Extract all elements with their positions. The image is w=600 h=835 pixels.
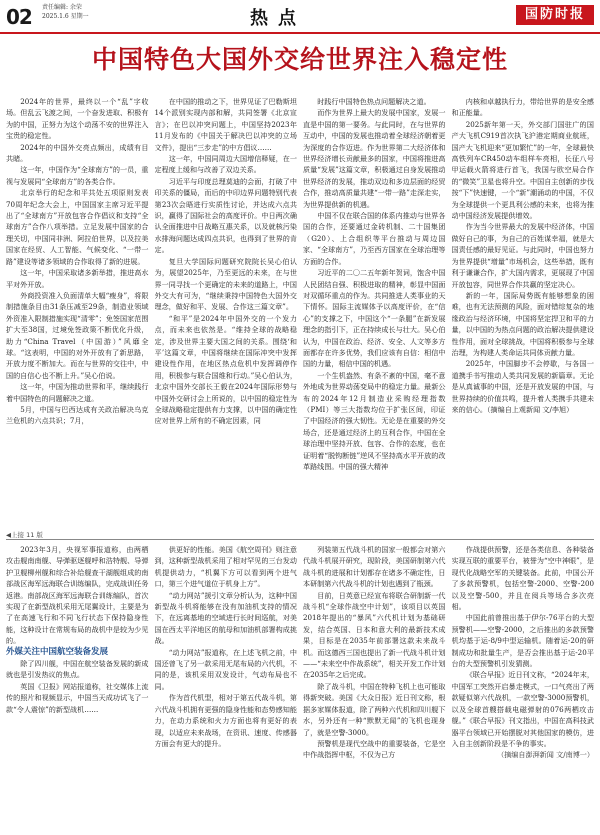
- paragraph: 习近平的二〇二五年新年贺词，饱含中国人民团结自强、积极进取的精神，彰显中国面对双循环重点的作为。共同推进人类事业的天下情怀。国际主流媒体予以高度评价，在“信心”的支撑之下，中国这个“一条腿”在新发展理念的指引下，正在持续成长与壮大。吴心伯认为，中国在政治、经济、安全、人文等多方面都存在许多优势，我们应该有自信：相信中国的力量，相信中国的机遇。: [303, 268, 446, 369]
- paragraph: “和平”是2024年中国外交的一个发力点，而未来也依然是。“维持全球的战略稳定，涉及世界主要大国之间的关系。围绕‘和平’这篇文章，中国将继续在国际冲突中发挥建设性作用，在地区热点危机中发挥调停作用，积极参与联合国维和行动。”吴心伯认为，北京中国外交部长王毅在2024年国际形势与中国外交研讨会上所说的，以中国的稳定性为全球战略稳定提供有力支撑，以中国的确定性应对世界上所有的不确定因素，同: [154, 313, 297, 426]
- paragraph: 《联合早报》近日刊文称，“2024年末，中国军工突然开启暴走模式，一口气亮出了两款疑似第六代战机，一款空警-3000预警机，以及全球首艘搭载电磁弹射的076两栖攻击舰。”《联合早报》刊文指出，中国在高科技武器平台领域已开始摆脱对其他国家的模仿，进入自主创新阶段是不争的事实。: [451, 670, 594, 748]
- continued-label: ◀上接 11 版: [6, 531, 43, 539]
- lower-column: [155, 544, 298, 830]
- paragraph: 2025新年第一天，外交部门国驻广的国产大飞机C919首次执飞沪港定期商业航班，国产大飞机迎来“更加繁忙”的一年，全球最快高铁列车CR450动车组样车亮相，长征八号甲运载火箭将进行首飞，我国与欧空局合作的“微笑”卫星也将升空。中国自主创新的步伐按“下”快速键，一个“新”潮涌动的中国，不仅为全球提供一个更具利公感的未来，也将为推动中国经济发展提供增效。: [451, 119, 594, 221]
- paragraph: 新的一年，国际局势既有能够想象的困难，也有无法预测的风险，面对错综复杂的地缘政治与经济环境，中国将坚定捍卫和平的力量，以中国的为热点问题的政治解决提供建设性作用，面对全球挑战，中国将积极参与全球治理，为构建人类命运共同体贡献力量。: [451, 290, 594, 357]
- editor-line: 责任编辑: 余荣: [42, 4, 82, 11]
- date-line: 2025.1.6 星期一: [42, 13, 89, 20]
- paragraph: 英国《卫报》网站报道称，社交媒体上流传的照片和视频显示，中国当天成功试飞了一款“令人震惊”的新型战机……: [6, 681, 149, 714]
- paragraph: 这一年，中国作为“全球南方”的一员，重视与发展同“全球南方”的各类合作。: [6, 165, 149, 186]
- lower-article: [6, 544, 594, 830]
- upper-article: [6, 96, 594, 528]
- paragraph: 中国不仅在联合国的体系内推动与世界各国的合作，还要通过金砖机制、二十国集团（G20）、上合组织等平台推动与周边国家、“全球南方”，乃至西方国家在全球治理等方面的合作。: [303, 211, 446, 266]
- header-meta: [42, 3, 89, 21]
- paragraph: 2023年3月，央视军事报道称，由两栖攻击舰南南舰、导弹驱逐舰呼和浩特舰、导弹护卫舰柳州舰和综合补给舰查干湖舰组成的南部战区海军远海联合训练编队，完成战训任务返港。南部战区海军远海联合训练编队，首次实现了在新型战机采用无尾翼设计，主要是为了在高速飞行和不同飞行状态下保持隐身性能，这种设计在常规布局的战机中是较为少见的。: [6, 545, 149, 646]
- paragraph: 作为当今世界最大的发展中经济体，中国做好自己的事，为自己的百姓谋幸福，就是大国责任感的最好见证。与此同时，中国也努力为世界提供“增量”市场机会，这些举措，既有利于谦谦合作，扩大国内需求，更展现了中国开放包容，同世界合作共赢的坚定决心。: [451, 222, 594, 289]
- paragraph: “动力网站”报道称，在上述飞机之前，中国还曾飞了另一款采用无尾布局的六代机，不同的是，该机采用双发设计，气动布局也不同。: [154, 647, 297, 691]
- paragraph: 预警机是现代空战中的重要装备，它是空中作战指挥中枢，不仅为己方: [303, 738, 446, 760]
- masthead-logo: 国防时报: [516, 5, 594, 25]
- paragraph: 时践行中国特色热点问题解决之道。: [317, 97, 431, 106]
- paragraph: 复旦大学国际问题研究院院长吴心伯认为，展望2025年，乃至更远的未来，在与世界一同寻找一个更确定的未来的道路上，中国外交大有可为，“继续秉持中国特色大国外交理念，做好和平、发展、合作这三篇文章”。: [154, 256, 297, 312]
- subheading: 外媒关注中国航空装备发展: [6, 646, 109, 657]
- section-divider: [6, 539, 594, 540]
- paragraph: 在中国的推动之下，世界见证了巴勒斯坦14个派别实现内部和解，共同签署《北京宣言》；在巴以冲突问题上，中国坚持2023年11月发布的《中国关于解决巴以冲突的立场文件》，提出“三步走”的中方倡议……: [154, 97, 297, 152]
- paragraph: 2024年的中国外交亮点频出，成绩有目共睹。: [6, 142, 149, 164]
- paragraph: “动力网站”援引文章分析认为，这种中国新型战斗机将能够在没有加油机支持的情况下，在远离基地的空域进行长时间巡航，对美国在西太平洋地区的航母和加油机部署构成挑战。: [154, 590, 297, 646]
- paragraph: 而作为世界上最大的发展中国家，发展一直是中国的第一要务。与此同时，在与世界的互动中，中国的发展也推动着全球经济朝着更为深度的合作迈进。作为世界第二大经济体和世界经济增长贡献最多的国家，中国将推进高质量“发展”这篇文章，积极通过自身发展推动世界经济的发展，推动双边和多边层面的经贸合作，推动高质量共建“一带一路”走深走实，为世界提供新的机遇。: [303, 108, 446, 209]
- paragraph: 作为首代机型，相对于第五代战斗机，第六代战斗机拥有更强的隐身性能和态势感知能力，在动力系统和火力方面也将有更好的表现，以适应未来战场，在资讯、速度、传感器方面会有更大的提升。: [154, 693, 297, 748]
- paragraph: 作战提供预警，还是各类信息、各种装备实现互联的重要平台，被誉为“空中神眼”，是现代化战略空军的关键装备。此前，中国公开了多款预警机，包括空警-2000、空警-200以及空警-500，并且在阅兵等场合多次亮相。: [451, 545, 594, 612]
- paragraph: 外商投资准入负面清单大幅“瘦身”，将限制措施条目由31条压减至29条，制造业领域外资准入限制措施实现“清零”；免签国家范围扩大至38国，过境免签政策不断优化升级，助力“China Travel（中国游）”风靡全球。“这表明，中国的对外开放有了新思路，开放力度不断加大。而在与世界的交往中，中国的自信心也不断上升。”吴心伯说。: [6, 290, 149, 380]
- upper-column: [452, 96, 595, 528]
- paragraph: 这一年，中国同周边大国增信释疑，在一定程度上缓和与改善了双边关系。: [154, 154, 297, 175]
- upper-column: [6, 96, 149, 528]
- page-header: [0, 0, 600, 32]
- page-number: 02: [6, 5, 32, 29]
- paragraph: 列装第五代战斗机的国家一般都会对第六代战斗机展开研究，现阶段，美国研制第六代战斗机的进展和计划都存在诸多不确定性，日本研制第六代战斗机的计划也遇到了瓶颈。: [303, 545, 446, 589]
- header-rule: [0, 32, 600, 34]
- paragraph: 2025年，中国脚步不会停歇，与各国一道携手书写推动人类共同发展的新篇章。无论是从真诚事的中国，还是开放发展的中国，与世界持续的价值共鸣，提升着人类携手共建未来的信心。（摘编自上观新闻 文/李旭）: [451, 359, 594, 414]
- lower-column: [452, 544, 595, 830]
- paragraph: 供更好的性能。美国《航空周刊》则注意到，这种新型战机采用了相对罕见的三台发动机提供动力，“机翼下方可以看到两个进气口，第三个进气道位于机身上方”。: [154, 545, 297, 589]
- paragraph: 一个生机盎然、有条不紊的中国，毫不意外地成为世界动荡变局中的稳定力量。最新公布的2024年12月制造业采购经理指数（PMI）等三大指数均位于扩张区间，印证了中国经济的强大韧性。无论是在重要的外交场合，还是通过经济上的互利合作，中国在全球治理中坚持开放、包容、合作的态度，也在证明着“脱钩断链”逆风不坚持高水平开放的改革路线图。中国的强大精神: [303, 370, 446, 471]
- paragraph: 这一年，中国采取诸多新举措，推进高水平对外开放。: [6, 268, 149, 289]
- paragraph: 除了四川舰，中国在航空装备发展的新成就也是引发热议的焦点。: [6, 659, 149, 680]
- headline: 中国特色大国外交给世界注入稳定性: [91, 45, 508, 74]
- paragraph: （摘编自澎湃新闻 文/南博一）: [497, 750, 594, 760]
- paragraph: 北京举行的纪念和平共处五项原则发表70周年纪念大会上，中国国家主席习近平提出了“全球南方”开放包容合作倡议和支持“全球南方”合作八项举措。立足发展中国家的合理关切，中国同非洲、阿拉伯世界，以及拉美国家在经贸、人工智能、气候变化、“一带一路”建设等诸多领域的合作取得了新的进展。: [6, 188, 149, 266]
- section-title: 热点: [250, 8, 306, 29]
- paragraph: 内核和卓越执行力，带给世界的是安全感和正能量。: [451, 97, 594, 118]
- upper-column: [303, 96, 446, 528]
- lower-column: [6, 544, 149, 830]
- paragraph: 目前，日英意已经宣布将联合研制新一代战斗机“全球作战空中计划”，该项目以英国2018年提出的“暴风”六代机计划为基础研发，结合英国、日本和意大利的最新技术成果，目标是在2035年前部署这款未来战斗机。而这德西三国也提出了新一代战斗机计划——“未来空中作战系统”，相关开发工作计划在2035年之后完成。: [303, 590, 446, 680]
- paragraph: 中国此前曾推出基于伊尔-76平台的大型预警机——空警-2000，之后推出的多款预警机均基于运-8/9中型运输机。随着运-20的研制成功和批量生产，是否会推出基于运-20平台的大型预警机引发猜测。: [451, 613, 594, 669]
- paragraph: 习近平与印度总理莫迪的会面，打破了中印关系的僵局，而后的中印边界问题特别代表第23次会晤进行实质性讨论，并达成六点共识，赢得了国际社会的高度评价。中日两次确认全面推进中日战略互惠关系，以及就核污染水排海问题达成四点共识，也得到了世界的肯定。: [154, 176, 297, 255]
- paragraph: 5月，中国与巴西达成有关政治解决乌克兰危机的六点共识；7月，: [6, 404, 149, 426]
- upper-column: [155, 96, 298, 528]
- paragraph: 这一年，中国为推动世界和平，继续践行着中国特色的问题解决之道。: [6, 382, 149, 403]
- paragraph: 除了战斗机，中国在特种飞机上也可能取得新突破。美国《大众日报》近日刊文称，根据多家媒体报道，除了两种六代机和四川舰下水，另外还有一种“默默无闻”的飞机也现身了，就是空警-3000。: [303, 681, 446, 737]
- lower-column: [303, 544, 446, 830]
- paragraph: 2024年的世界，最终以一个“乱”字收场。但乱云飞渡之间，一个奋发进取、积极有为的中国，正努力为这个动荡不安的世界注入宝贵的稳定性。: [6, 97, 149, 141]
